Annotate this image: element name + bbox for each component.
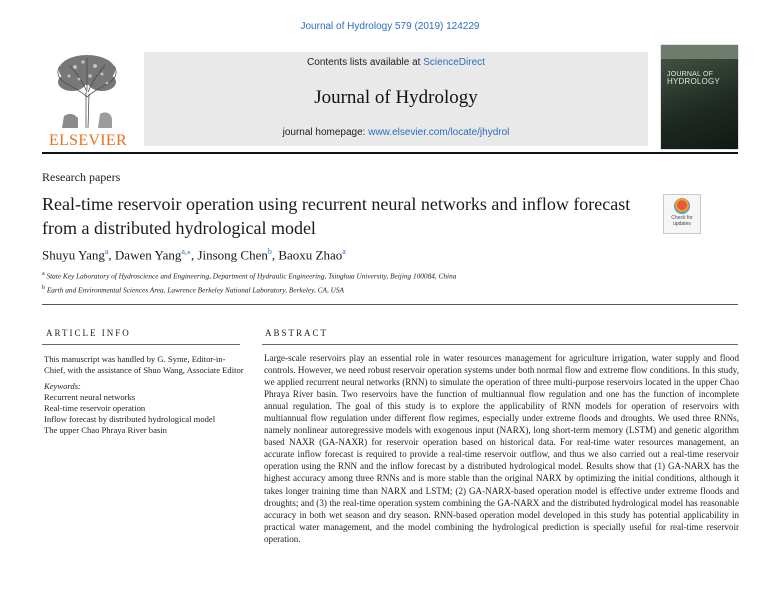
author-separator: ,: [190, 247, 198, 263]
abstract-rule: [262, 344, 738, 345]
cover-title-line1: JOURNAL OF: [667, 71, 714, 78]
cover-top-band: [661, 45, 738, 59]
journal-masthead: [144, 52, 648, 146]
keyword-item[interactable]: Recurrent neural networks: [44, 392, 136, 402]
check-updates-label: [664, 215, 700, 227]
author-affil-marker[interactable]: a: [104, 247, 109, 256]
homepage-prefix: journal homepage:: [282, 127, 366, 138]
author-name[interactable]: Baoxu Zhao: [278, 247, 343, 263]
contents-prefix: Contents lists available at: [307, 57, 421, 68]
affiliation-a: [42, 271, 456, 280]
check-updates-line1: Check for: [671, 215, 693, 221]
author-list: [42, 247, 346, 263]
abstract-text: Large-scale reservoirs play an essential role in water resources management for agriculture irrigation, water supply and flood controls. However, we need robust reservoir operation systems under both normal flow and extreme flow conditions. In this study, we applied recurrent neural networks (RNN) to simulate the operation of three multi-purpose reservoirs located in the upper Chao Phraya River basin. Two reservoirs have the function of multiannual flow regulation and one has the function of incomplete annual regulation. The goal of this study is to explore the applicability of RNN models for operation of reservoirs with multiannual flow regulation under different flow regimes, especially under extreme floods and droughts. We used three RNNs, namely nonlinear autoregressive models with exogenous input (NARX), long short-term memory (LSTM) and genetic algorithm based NAXR (GA-NAXR) for reservoir operation based on historical data. For real-time water resources management, an accurate inflow forecast is required to provide a real-time reservoir outflow, and thus we also carried out a real-time reservoir operation using the RNN and the inflow forecast by a distributed hydrological model. Results show that (1) GA-NARX has the highest accuracy among three RNNs and is more stable than the original NARX by optimizing the initial conditions, although it takes longer training time than NARX and LSTM; (2) GA-NARX-based operation model is effective under extreme floods and droughts; and (3) the real-time operation system combining the GA-NARX and the distributed hydrological model has reasonable accuracy in both wet season and dry season. RNN-based operation model developed in this study has potential applicability in practical water management, and the model combining the hydrological prediction is specially useful for real-time reservoir operation.: [264, 353, 739, 544]
author-name[interactable]: Dawen Yang: [114, 247, 182, 263]
check-for-updates-button[interactable]: [663, 194, 701, 234]
article-info-panel: [44, 354, 244, 436]
abstract-heading: ABSTRACT: [265, 328, 329, 338]
article-info-heading: ARTICLE INFO: [46, 328, 131, 338]
journal-header: [42, 45, 738, 149]
article-title: Real-time reservoir operation using recurrent neural networks and inflow forecast from a distributed hydrological model: [42, 194, 631, 238]
header-rule: [42, 152, 738, 154]
affiliation-b: [42, 285, 344, 294]
keyword-item[interactable]: The upper Chao Phraya River basin: [44, 425, 167, 435]
handling-editor-note: This manuscript was handled by G. Syme, Editor-in-Chief, with the assistance of Shuo Wang, Associate Editor: [44, 354, 244, 375]
elsevier-tree-icon: [50, 52, 124, 128]
author-name[interactable]: Shuyu Yang: [42, 247, 105, 263]
keywords-heading: Keywords:: [44, 381, 81, 391]
elsevier-logo[interactable]: [42, 52, 134, 148]
sciencedirect-link[interactable]: ScienceDirect: [423, 57, 485, 68]
journal-cover-thumbnail[interactable]: [661, 45, 738, 149]
affiliation-marker: a: [42, 271, 45, 277]
affiliation-marker: b: [42, 285, 45, 291]
keyword-item[interactable]: Real-time reservoir operation: [44, 403, 146, 413]
homepage-link[interactable]: www.elsevier.com/locate/jhydrol: [368, 127, 510, 138]
article-info-rule: [42, 344, 240, 345]
journal-citation-link[interactable]: Journal of Hydrology 579 (2019) 124229: [300, 21, 480, 32]
affiliation-text: Earth and Environmental Sciences Area, Lawrence Berkeley National Laboratory, Berkeley, CA, USA: [46, 285, 344, 295]
homepage-line: [144, 127, 648, 138]
contents-line: [144, 57, 648, 68]
elsevier-wordmark: ELSEVIER: [49, 132, 127, 149]
journal-title: Journal of Hydrology: [314, 87, 478, 108]
author-name[interactable]: Jinsong Chen: [197, 247, 268, 263]
affiliation-rule: [42, 304, 738, 305]
author-affil-marker[interactable]: b: [267, 247, 272, 256]
crossmark-icon: [674, 198, 690, 214]
author-separator: ,: [271, 247, 279, 263]
check-updates-line2: updates: [673, 221, 691, 227]
section-label: Research papers: [42, 170, 121, 184]
author-affil-marker[interactable]: a,⁎: [181, 247, 191, 256]
cover-title: [667, 71, 733, 85]
keyword-item[interactable]: Inflow forecast by distributed hydrological model: [44, 414, 216, 424]
author-affil-marker[interactable]: a: [342, 247, 346, 256]
author-separator: ,: [108, 247, 115, 263]
affiliation-text: State Key Laboratory of Hydroscience and Engineering, Department of Hydraulic Engineering, Tsinghua University, Beijing 100084, China: [46, 271, 457, 281]
cover-title-line2: HYDROLOGY: [667, 77, 720, 86]
